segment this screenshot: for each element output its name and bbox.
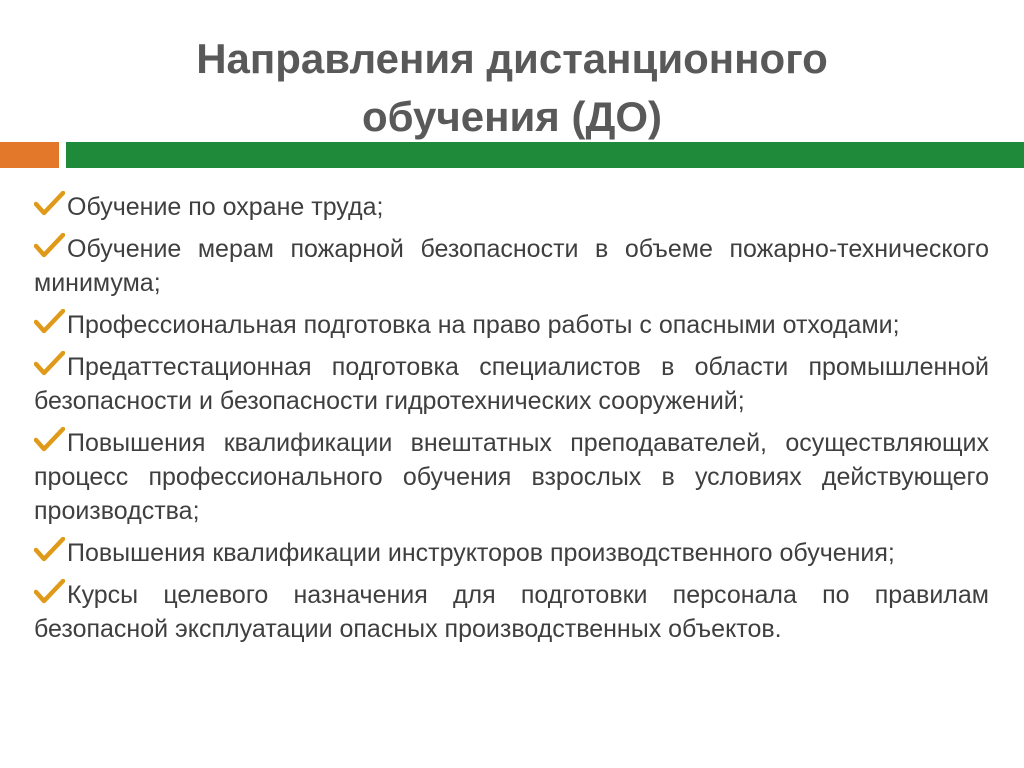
- list-item: [34, 536, 989, 570]
- checkmark-icon: [34, 427, 65, 452]
- list-item-text: Обучение мерам пожарной безопасности в объеме пожарно-технического минимума;: [34, 235, 989, 297]
- checkmark-icon: [34, 233, 65, 258]
- slide-title-line-1: Направления дистанционного: [196, 35, 828, 82]
- slide-title-line-2: обучения (ДО): [361, 93, 663, 140]
- list-item: [34, 578, 989, 646]
- list-item-text: Обучение по охране труда;: [67, 193, 384, 221]
- list-item: [34, 232, 989, 300]
- bullet-list: [34, 190, 989, 654]
- slide-title: [0, 30, 1024, 146]
- list-item: [34, 190, 989, 224]
- list-item: [34, 426, 989, 528]
- list-item: [34, 350, 989, 418]
- list-item-text: Профессиональная подготовка на право работы с опасными отходами;: [67, 311, 900, 339]
- checkmark-icon: [34, 537, 65, 562]
- checkmark-icon: [34, 579, 65, 604]
- checkmark-icon: [34, 309, 65, 334]
- checkmark-icon: [34, 351, 65, 376]
- checkmark-icon: [34, 191, 65, 216]
- accent-bar-orange: [0, 142, 59, 168]
- list-item-text: Курсы целевого назначения для подготовки персонала по правилам безопасной эксплуатации опасных производственных объектов.: [34, 581, 989, 643]
- list-item: [34, 308, 989, 342]
- list-item-text: Предаттестационная подготовка специалистов в области промышленной безопасности и безопасности гидротехнических сооружений;: [34, 353, 989, 415]
- accent-bar-green: [66, 142, 1024, 168]
- list-item-text: Повышения квалификации инструкторов производственного обучения;: [67, 539, 895, 567]
- list-item-text: Повышения квалификации внештатных преподавателей, осуществляющих процесс профессионального обучения взрослых в условиях действующего производства;: [34, 429, 989, 525]
